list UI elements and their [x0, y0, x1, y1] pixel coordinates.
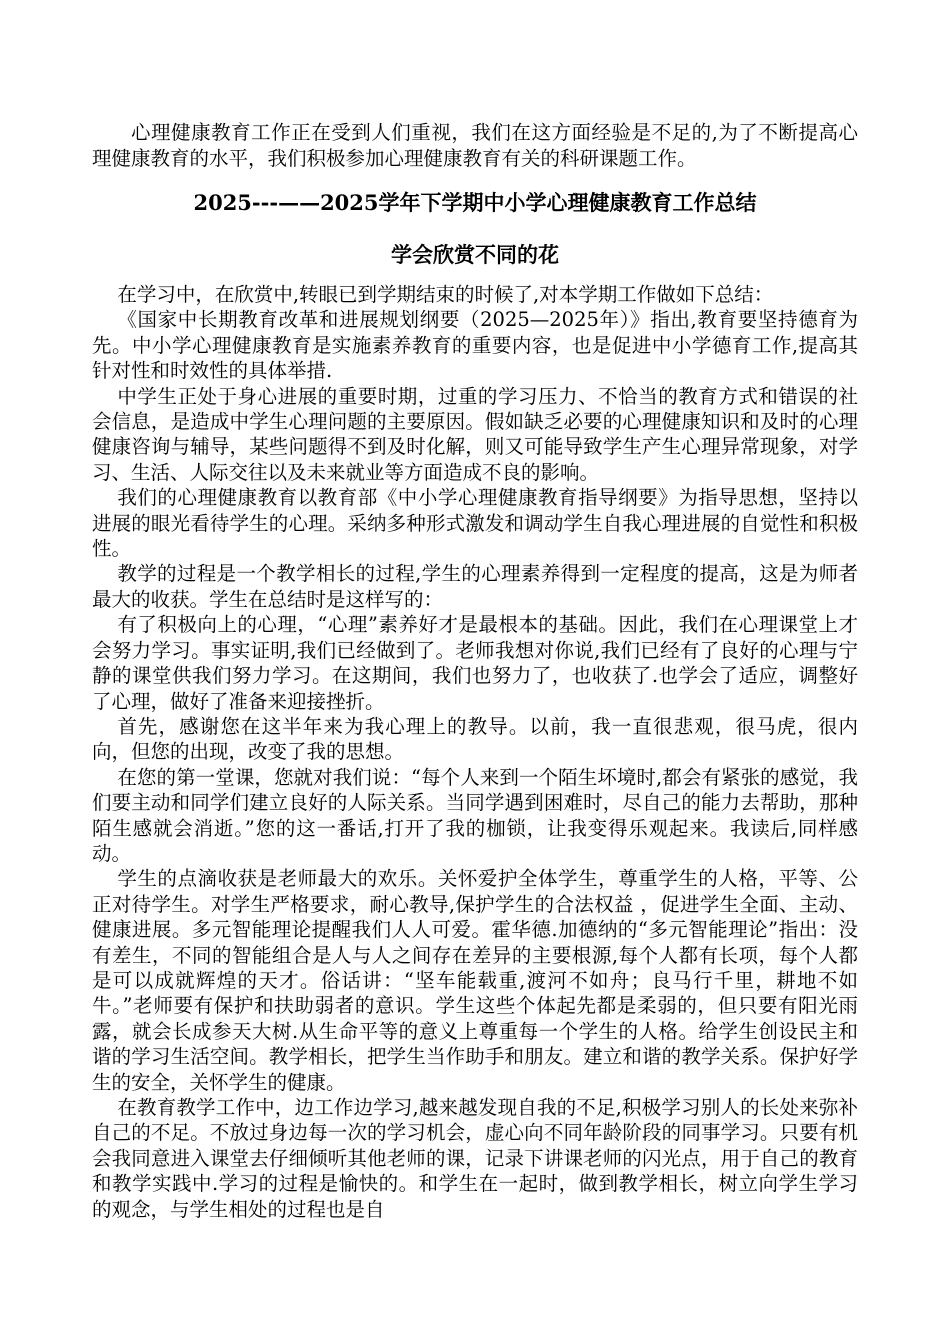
paragraph: 在您的第一堂课，您就对我们说：“每个人来到一个陌生坏境时,都会有紧张的感觉，我们要主动和同学们建立良好的人际关系。当同学遇到困难时，尽自己的能力去帮助，那种陌生感就会消逝。”您的这一番话,打开了我的枷锁，让我变得乐观起来。我读后,同样感动。 [92, 765, 858, 865]
paragraph: 我们的心理健康教育以教育部《中小学心理健康教育指导纲要》为指导思想，坚持以进展的眼光看待学生的心理。采纳多种形式激发和调动学生自我心理进展的自觉性和积极性。 [92, 486, 858, 561]
paragraph: 教学的过程是一个教学相长的过程,学生的心理素养得到一定程度的提高，这是为师者最大的收获。学生在总结时是这样写的： [92, 562, 858, 611]
document-title: 2025---——2025学年下学期中小学心理健康教育工作总结 [193, 190, 757, 215]
paragraph: 在教育教学工作中，边工作边学习,越来越发现自我的不足,积极学习别人的长处来弥补自己的不足。不放过身边每一次的学习机会，虚心向不同年龄阶段的同事学习。只要有机会我同意进入课堂去仔细倾听其他老师的课，记录下讲课老师的闪光点，用于自己的教育和教学实践中.学习的过程是愉快的。和学生在一起时，做到教学相长，树立向学生学习的观念，与学生相处的过程也是自 [92, 1096, 858, 1221]
document-subtitle: 学会欣赏不同的花 [391, 242, 559, 267]
paragraph: 在学习中，在欣赏中,转眼已到学期结束的时候了,对本学期工作做如下总结： [117, 283, 774, 306]
body-text [92, 282, 858, 1222]
document-page [92, 120, 858, 1222]
paragraph: 首先，感谢您在这半年来为我心理上的教导。以前，我一直很悲观，很马虎，很内向，但您的出现，改变了我的思想。 [92, 714, 858, 764]
paragraph: 中学生正处于身心进展的重要时期，过重的学习压力、不恰当的教育方式和错误的社会信息，是造成中学生心理问题的主要原因。假如缺乏必要的心理健康知识和及时的心理健康咨询与辅导，某些问题得不到及时化解，则又可能导致学生产生心理异常现象，对学习、生活、人际交往以及未来就业等方面造成不良的影响。 [92, 384, 858, 484]
intro-paragraph: 心理健康教育工作正在受到人们重视，我们在这方面经验是不足的,为了不断提高心理健康教育的水平，我们积极参加心理健康教育有关的科研课题工作。 [92, 121, 858, 170]
paragraph: 学生的点滴收获是老师最大的欢乐。关怀爱护全体学生，尊重学生的人格，平等、公正对待学生。对学生严格要求，耐心教导,保护学生的合法权益 ，促进学生全面、主动、健康进展。多元智能理论提醒我们人人可爱。霍华德.加德纳的“多元智能理论”指出：没有差生，不同的智能组合是人与人之间存在差异的主要根源,每个人都有长项，每个人都是可以成就辉煌的天才。俗话讲：“坚车能载重,渡河不如舟；良马行千里，耕地不如牛。”老师要有保护和扶助弱者的意识。学生这些个体起先都是柔弱的，但只要有阳光雨露，就会长成参天大树.从生命平等的意义上尊重每一个学生的人格。给学生创设民主和谐的学习生活空间。教学相长，把学生当作助手和朋友。建立和谐的教学关系。保护好学生的安全，关怀学生的健康。 [92, 867, 858, 1094]
paragraph: 有了积极向上的心理，“心理”素养好才是最根本的基础。因此，我们在心理课堂上才会努力学习。事实证明,我们已经做到了。老师我想对你说,我们已经有了良好的心理与宁静的课堂供我们努力学习。在这期间，我们也努力了，也收获了.也学会了适应，调整好了心理，做好了准备来迎接挫折。 [92, 613, 858, 713]
paragraph: 《国家中长期教育改革和进展规划纲要（2025—2025年）》指出,教育要坚持德育为先。中小学心理健康教育是实施素养教育的重要内容，也是促进中小学德育工作,提高其针对性和时效性的具体举措. [92, 308, 858, 383]
